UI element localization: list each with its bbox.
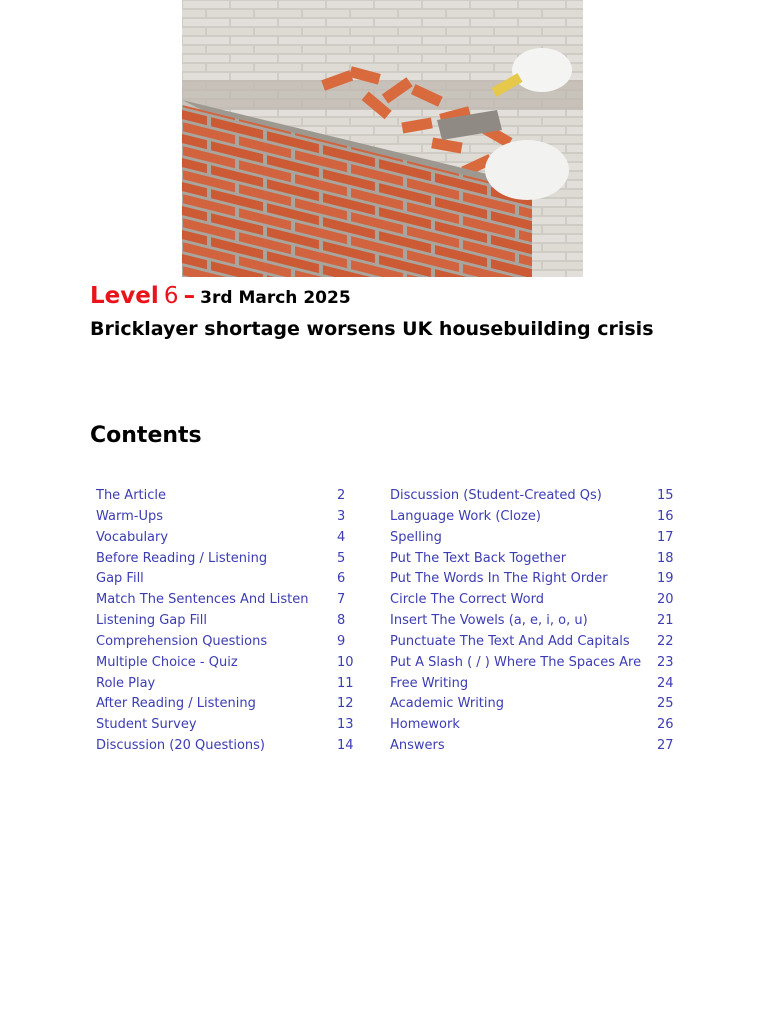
lesson-date: 3rd March 2025 <box>200 288 351 308</box>
contents-item-page: 3 <box>337 508 346 524</box>
contents-item[interactable] <box>96 486 358 507</box>
contents-item[interactable] <box>96 611 358 632</box>
contents-item-label[interactable]: Put The Words In The Right Order <box>390 571 608 587</box>
contents-item-label[interactable]: Student Survey <box>96 717 197 733</box>
contents-item-page: 16 <box>657 508 674 524</box>
contents-item[interactable] <box>96 632 358 653</box>
contents-item[interactable] <box>390 736 676 757</box>
contents-item[interactable] <box>96 549 358 570</box>
level-number: 6 <box>163 283 179 309</box>
contents-item-label[interactable]: Academic Writing <box>390 696 505 712</box>
contents-item[interactable] <box>390 590 676 611</box>
contents-item-page: 20 <box>657 592 674 608</box>
contents-item-page: 18 <box>657 550 674 566</box>
contents-item-label[interactable]: Gap Fill <box>96 571 144 587</box>
level-dash: – <box>183 283 196 309</box>
contents-item[interactable] <box>390 611 676 632</box>
contents-item-label[interactable]: Warm-Ups <box>96 508 163 524</box>
contents-item-label[interactable]: Language Work (Cloze) <box>390 508 541 524</box>
contents-item-page: 10 <box>337 654 354 670</box>
level-label: Level <box>90 283 159 309</box>
contents-item-label[interactable]: Spelling <box>390 529 442 545</box>
contents-item-page: 14 <box>337 738 354 754</box>
contents-list-left <box>96 486 358 757</box>
contents-item[interactable] <box>96 590 358 611</box>
contents-item-label[interactable]: Put The Text Back Together <box>390 550 567 566</box>
contents-item-label[interactable]: Put A Slash ( / ) Where The Spaces Are <box>390 654 642 670</box>
contents-item-page: 4 <box>337 529 346 545</box>
contents-item[interactable] <box>96 694 358 715</box>
contents-item-page: 26 <box>657 717 674 733</box>
contents-item[interactable] <box>390 549 676 570</box>
contents-item-page: 13 <box>337 717 354 733</box>
contents-item[interactable] <box>96 736 358 757</box>
contents-item[interactable] <box>390 715 676 736</box>
contents-item[interactable] <box>390 528 676 549</box>
contents-item-page: 6 <box>337 571 346 587</box>
contents-item-label[interactable]: Answers <box>390 738 445 754</box>
contents-item-page: 24 <box>657 675 674 691</box>
contents-item-label[interactable]: Multiple Choice - Quiz <box>96 654 238 670</box>
contents-item-label[interactable]: Match The Sentences And Listen <box>96 592 309 608</box>
contents-item-label[interactable]: After Reading / Listening <box>96 696 256 712</box>
contents-item-page: 23 <box>657 654 674 670</box>
contents-item-page: 8 <box>337 613 346 629</box>
contents-item-page: 15 <box>657 488 674 503</box>
contents-item-label[interactable]: Free Writing <box>390 675 469 691</box>
contents-item[interactable] <box>390 569 676 590</box>
contents-item-label[interactable]: Punctuate The Text And Add Capitals <box>390 633 630 649</box>
contents-item-label[interactable]: Circle The Correct Word <box>390 592 544 608</box>
contents-item-label[interactable]: Listening Gap Fill <box>96 613 207 629</box>
contents-item-label[interactable]: Discussion (20 Questions) <box>96 738 265 754</box>
contents-item[interactable] <box>96 715 358 736</box>
contents-item-page: 9 <box>337 633 346 649</box>
contents-item-label[interactable]: Discussion (Student-Created Qs) <box>390 488 602 503</box>
contents-item-page: 22 <box>657 633 674 649</box>
bricklaying-photo <box>182 0 583 277</box>
contents-item[interactable] <box>390 653 676 674</box>
contents-item[interactable] <box>390 486 676 507</box>
contents-item-page: 27 <box>657 738 674 754</box>
contents-heading: Contents <box>90 423 202 448</box>
contents-item-page: 5 <box>337 550 346 566</box>
contents-item[interactable] <box>96 507 358 528</box>
contents-item[interactable] <box>390 507 676 528</box>
contents-item-label[interactable]: Comprehension Questions <box>96 633 268 649</box>
contents-item-page: 11 <box>337 675 354 691</box>
contents-item-label[interactable]: Before Reading / Listening <box>96 550 268 566</box>
contents-item[interactable] <box>96 528 358 549</box>
contents-item-label[interactable]: Role Play <box>96 675 156 691</box>
contents-item-page: 25 <box>657 696 674 712</box>
contents-item[interactable] <box>390 694 676 715</box>
contents-item[interactable] <box>390 674 676 695</box>
contents-item-page: 12 <box>337 696 354 712</box>
contents-item[interactable] <box>96 674 358 695</box>
contents-item-page: 7 <box>337 592 346 608</box>
contents-item-label[interactable]: Vocabulary <box>96 529 169 545</box>
contents-item-label[interactable]: Insert The Vowels (a, e, i, o, u) <box>390 613 588 629</box>
level-and-date <box>90 283 351 315</box>
contents-list-right <box>390 486 676 757</box>
contents-item-page: 17 <box>657 529 674 545</box>
contents-item-page: 19 <box>657 571 674 587</box>
contents-item-page: 2 <box>337 488 346 503</box>
contents-item[interactable] <box>390 632 676 653</box>
contents-item-label[interactable]: The Article <box>96 488 167 503</box>
article-headline: Bricklayer shortage worsens UK housebuilding crisis <box>90 318 654 340</box>
contents-item-label[interactable]: Homework <box>390 717 460 733</box>
contents-item-page: 21 <box>657 613 674 629</box>
contents-item[interactable] <box>96 653 358 674</box>
contents-item[interactable] <box>96 569 358 590</box>
